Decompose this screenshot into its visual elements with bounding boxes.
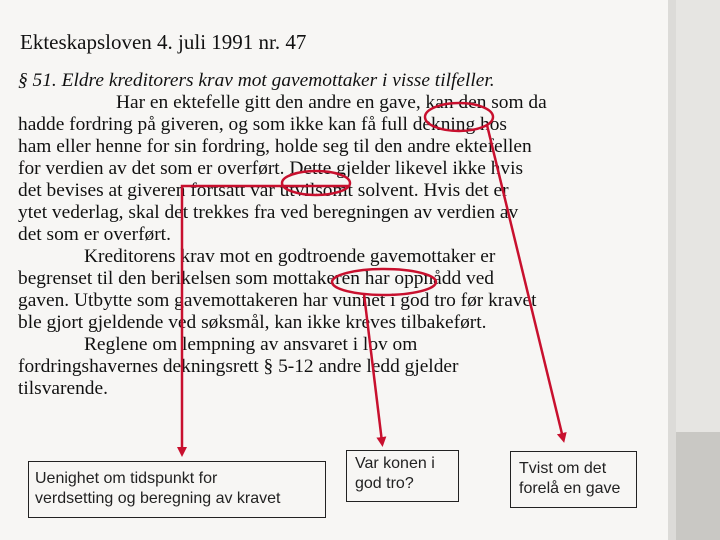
text-line: tilsvarende. — [18, 378, 108, 399]
section-heading: § 51. Eldre kreditorers krav mot gavemottaker i visse tilfeller. — [18, 70, 495, 91]
text-line: Kreditorens krav mot en godtroende gavemottaker er — [84, 246, 496, 267]
text-line: Reglene om lempning av ansvaret i lov om — [84, 334, 418, 355]
slide-right-bar — [668, 0, 720, 540]
annotation-box-gift-dispute — [510, 451, 637, 508]
text-line: det som er overført. — [18, 224, 171, 245]
annotation-text: god tro? — [355, 475, 414, 492]
text-line: fordringshavernes dekningsrett § 5-12 andre ledd gjelder — [18, 356, 459, 377]
law-text — [18, 70, 668, 400]
annotation-box-good-faith — [346, 450, 459, 502]
slide-right-bar-tab — [676, 432, 720, 540]
text-line: for verdien av det som er overført. Dette gjelder likevel ikke hvis — [18, 158, 524, 179]
text-line: ham eller henne for sin fordring, holde seg til den andre ektefellen — [18, 136, 532, 157]
text-line: Har en ektefelle gitt den andre en gave, kan den som da — [116, 92, 547, 113]
annotation-box-valuation — [28, 461, 326, 518]
document-title: Ekteskapsloven 4. juli 1991 nr. 47 — [20, 30, 307, 54]
text-line: hadde fordring på giveren, og som ikke kan få full dekning hos — [18, 114, 507, 135]
text-line: begrenset til den berikelsen som mottakeren har oppnådd ved — [18, 268, 494, 289]
annotation-text: forelå en gave — [519, 480, 621, 497]
text-line: ble gjort gjeldende ved søksmål, kan ikke kreves tilbakeført. — [18, 312, 487, 333]
text-line: gaven. Utbytte som gavemottakeren har vunnet i god tro før kravet — [18, 290, 537, 311]
annotation-text: Uenighet om tidspunkt for — [35, 470, 218, 487]
annotation-text: Var konen i — [355, 455, 435, 472]
text-line: ytet vederlag, skal det trekkes fra ved beregningen av verdien av — [18, 202, 519, 223]
annotation-text: Tvist om det — [519, 460, 607, 477]
text-line: det bevises at giveren fortsatt var utvilsomt solvent. Hvis det er — [18, 180, 509, 201]
annotation-text: verdsetting og beregning av kravet — [35, 490, 281, 507]
